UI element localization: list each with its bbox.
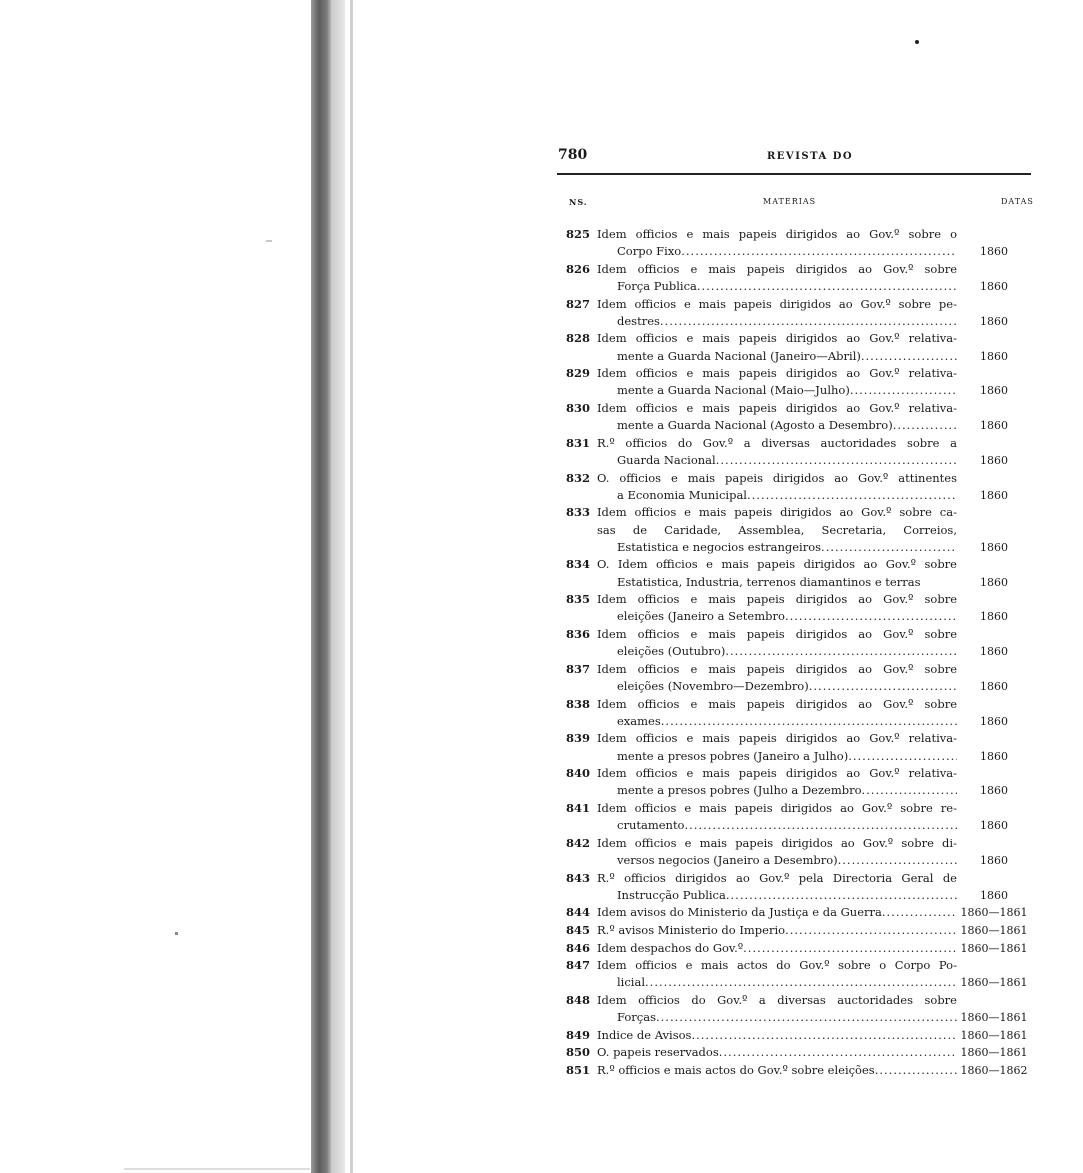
catalog-entry <box>557 261 1031 295</box>
entry-subject-line: sas de Caridade, Assemblea, Secretaria, Correios, <box>597 522 957 537</box>
catalog-entry <box>557 870 1031 904</box>
entry-subject <box>597 835 957 869</box>
entry-subject-line <box>597 539 957 556</box>
entry-subject <box>597 556 957 590</box>
entry-date: 1860 <box>980 714 1008 728</box>
entry-number: 832 <box>566 470 591 485</box>
catalog-entry <box>557 940 1031 957</box>
dot-leader <box>691 1027 957 1044</box>
catalog-entry <box>557 904 1031 921</box>
catalog-entry <box>557 400 1031 434</box>
entry-subject-text: Estatistica e negocios estrangeiros <box>617 539 822 554</box>
entry-subject-line: Idem officios e mais papeis dirigidos ao Gov.º sobre <box>597 626 957 641</box>
entry-date: 1860 <box>980 610 1008 624</box>
entry-subject <box>597 957 957 991</box>
entry-subject-line <box>597 782 957 799</box>
entry-number: 830 <box>566 400 591 415</box>
entry-number: 847 <box>566 958 591 973</box>
entry-date: 1860 <box>980 488 1008 502</box>
entry-subject <box>597 261 957 295</box>
running-title: REVISTA DO <box>767 151 854 162</box>
catalog-entry <box>557 835 1031 869</box>
entry-subject <box>597 400 957 434</box>
dot-leader <box>719 1044 957 1061</box>
entry-subject-text: R.º avisos Ministerio do Imperio <box>597 922 786 937</box>
entry-subject-text: mente a presos pobres (Julho a Dezembro <box>617 783 862 798</box>
entry-subject-line <box>597 643 957 660</box>
entry-date: 1860—1861 <box>960 1046 1028 1060</box>
book-gutter-edge <box>350 0 353 1173</box>
dot-leader <box>747 487 957 504</box>
entry-number: 829 <box>566 366 591 381</box>
entry-subject <box>597 661 957 695</box>
entry-subject-line: Idem officios e mais papeis dirigidos ao Gov.º relativa- <box>597 400 957 415</box>
catalog-entry <box>557 626 1031 660</box>
entry-number: 837 <box>566 661 591 676</box>
entry-number: 827 <box>566 296 591 311</box>
entry-date: 1860 <box>980 280 1008 293</box>
entry-subject <box>597 870 957 904</box>
catalog-entry <box>557 504 1031 556</box>
entry-subject-text: Guarda Nacional <box>617 452 716 467</box>
column-header-dates: DATAS <box>1001 197 1034 206</box>
entry-subject-line <box>597 608 957 625</box>
page-number: 780 <box>558 147 588 163</box>
entry-subject <box>597 365 957 399</box>
entry-date: 1860 <box>980 419 1008 433</box>
dot-leader <box>882 904 957 921</box>
dot-leader <box>697 278 957 295</box>
entry-subject-line: Idem officios e mais papeis dirigidos ao Gov.º sobre <box>597 696 957 711</box>
catalog-entry <box>557 696 1031 730</box>
entry-subject-line <box>597 487 957 504</box>
entry-number: 825 <box>566 227 591 241</box>
dot-leader <box>785 608 957 625</box>
catalog-entry <box>557 800 1031 834</box>
entry-subject <box>597 504 957 556</box>
entry-subject-line: Idem officios e mais papeis dirigidos ao Gov.º sobre di- <box>597 835 957 850</box>
dot-leader <box>850 382 957 399</box>
catalog-entry <box>557 765 1031 799</box>
entry-number: 850 <box>566 1045 591 1060</box>
entry-subject-line: Idem officios e mais papeis dirigidos ao Gov.º sobre ca- <box>597 505 957 520</box>
entry-subject-text: eleições (Outubro) <box>617 644 726 659</box>
entry-subject-line: Idem officios e mais papeis dirigidos ao Gov.º relativa- <box>597 366 957 381</box>
entry-subject-line <box>597 748 957 765</box>
entry-subject-line: Idem officios e mais actos do Gov.º sobre o Corpo Po- <box>597 958 957 973</box>
catalog-entry <box>557 470 1031 504</box>
catalog-entry <box>557 1027 1031 1044</box>
dot-leader <box>893 417 957 434</box>
entry-subject-text: Estatistica, Industria, terrenos diamantinos e terras <box>617 574 921 589</box>
entry-number: 826 <box>566 261 591 276</box>
catalog-entry <box>557 957 1031 991</box>
entry-subject-text: mente a Guarda Nacional (Janeiro—Abril) <box>617 348 861 363</box>
dot-leader <box>875 1062 957 1079</box>
entry-date: 1860 <box>980 784 1008 798</box>
dot-leader <box>726 887 957 904</box>
entry-date: 1860 <box>980 575 1008 589</box>
entry-subject-text: mente a Guarda Nacional (Agosto a Desembro) <box>617 418 893 433</box>
entry-subject <box>597 940 957 957</box>
entry-subject <box>597 435 957 469</box>
entry-subject-line <box>597 974 957 991</box>
entry-subject <box>597 591 957 625</box>
entry-subject-line: R.º officios do Gov.º a diversas auctoridades sobre a <box>597 435 957 450</box>
entry-number: 833 <box>566 505 591 520</box>
entry-number: 843 <box>566 870 591 885</box>
entry-subject <box>597 226 957 260</box>
dot-leader <box>809 678 957 695</box>
entry-number: 851 <box>566 1062 591 1077</box>
entry-subject-text: Forças <box>617 1010 656 1025</box>
entry-subject <box>597 730 957 764</box>
book-gutter-shadow <box>311 0 331 1173</box>
dot-leader <box>862 782 957 799</box>
entry-subject <box>597 1027 957 1044</box>
entry-subject-text: R.º officios e mais actos do Gov.º sobre eleições <box>597 1062 875 1077</box>
entry-date: 1860 <box>980 349 1008 363</box>
entry-subject <box>597 696 957 730</box>
entry-subject <box>597 1044 957 1061</box>
ink-speck <box>915 40 919 44</box>
entry-date: 1860 <box>980 749 1008 763</box>
catalog-entry <box>557 591 1031 625</box>
dot-leader <box>681 243 957 260</box>
entry-date: 1860 <box>980 645 1008 659</box>
column-header-numbers: NS. <box>569 197 588 207</box>
entry-date: 1860—1861 <box>960 1028 1028 1042</box>
entry-date: 1860—1861 <box>960 906 1028 920</box>
entry-number: 835 <box>566 592 591 607</box>
entry-subject-text: eleições (Novembro—Dezembro) <box>617 678 809 693</box>
dot-leader <box>661 713 957 730</box>
entry-subject-line <box>597 940 957 957</box>
entry-subject-line <box>597 1009 957 1026</box>
scan-smudge <box>266 240 272 242</box>
entry-subject-line: Idem officios e mais papeis dirigidos ao Gov.º relativa- <box>597 731 957 746</box>
catalog-entry <box>557 556 1031 590</box>
entry-number: 839 <box>566 731 591 746</box>
entry-subject-text: destres <box>617 313 660 328</box>
entry-subject-line: Idem officios e mais papeis dirigidos ao Gov.º sobre <box>597 261 957 276</box>
entry-subject-line: Idem officios e mais papeis dirigidos ao Gov.º sobre pe- <box>597 296 957 311</box>
page <box>557 146 1034 1077</box>
entry-subject-line: Idem officios do Gov.º a diversas auctoridades sobre <box>597 992 957 1007</box>
catalog-entry <box>557 1062 1031 1079</box>
catalog-entry <box>557 296 1031 330</box>
entry-date: 1860 <box>980 819 1008 833</box>
entry-subject-text: versos negocios (Janeiro a Desembro) <box>617 852 838 867</box>
dot-leader <box>725 643 957 660</box>
entry-date: 1860 <box>980 384 1008 398</box>
catalog-entry <box>557 226 1031 260</box>
entry-subject <box>597 800 957 834</box>
entry-number: 838 <box>566 696 591 711</box>
entry-subject-line <box>597 713 957 730</box>
entry-subject-line <box>597 678 957 695</box>
entry-subject-line <box>597 1062 957 1079</box>
entry-number: 845 <box>566 922 591 937</box>
entry-number: 834 <box>566 557 591 572</box>
entry-subject-text: Idem avisos do Ministerio da Justiça e da Guerra <box>597 905 882 920</box>
entry-subject <box>597 1062 957 1079</box>
catalog-entry <box>557 922 1031 939</box>
entry-subject <box>597 330 957 364</box>
book-gutter-highlight <box>331 0 345 1173</box>
dot-leader <box>645 974 957 991</box>
page-header <box>557 146 1031 170</box>
entry-date: 1860 <box>980 453 1008 467</box>
entry-subject-text: a Economia Municipal <box>617 487 747 502</box>
header-rule <box>557 173 1031 175</box>
dot-leader <box>838 852 957 869</box>
entry-date: 1860 <box>980 853 1008 867</box>
entry-date: 1860—1861 <box>960 941 1028 955</box>
catalog-entry <box>557 435 1031 469</box>
entry-date: 1860 <box>980 888 1008 902</box>
entry-subject-line: Idem officios e mais papeis dirigidos ao Gov.º sobre re- <box>597 800 957 815</box>
entry-subject <box>597 765 957 799</box>
entry-subject-text: Força Publica <box>617 279 697 293</box>
entry-subject-line: O. Idem officios e mais papeis dirigidos ao Gov.º sobre <box>597 557 957 572</box>
entry-date: 1860 <box>980 540 1008 554</box>
entry-subject <box>597 470 957 504</box>
entry-subject-text: Idem despachos do Gov.º <box>597 940 744 955</box>
dot-leader <box>821 539 957 556</box>
entry-subject-line <box>597 382 957 399</box>
entry-number: 836 <box>566 626 591 641</box>
entry-date: 1860—1861 <box>960 976 1028 990</box>
entry-number: 846 <box>566 940 591 955</box>
entry-date: 1860 <box>980 245 1008 259</box>
entry-subject-text: Instrucção Publica <box>617 887 726 902</box>
dot-leader <box>848 748 957 765</box>
catalog-entries <box>557 226 1031 1080</box>
entry-subject-line <box>597 817 957 834</box>
dot-leader <box>660 313 957 330</box>
entry-subject-line <box>597 348 957 365</box>
entry-number: 831 <box>566 435 591 450</box>
entry-number: 842 <box>566 835 591 850</box>
entry-subject-text: exames <box>617 713 661 728</box>
entry-subject-line <box>597 452 957 469</box>
entry-subject <box>597 626 957 660</box>
entry-number: 828 <box>566 331 591 346</box>
entry-subject-text: Indice de Avisos <box>597 1027 692 1042</box>
entry-subject-line: Idem officios e mais papeis dirigidos ao Gov.º sobre o <box>597 227 957 241</box>
entry-subject-text: licial <box>617 975 646 990</box>
entry-subject-line <box>597 1044 957 1061</box>
entry-date: 1860 <box>980 679 1008 693</box>
entry-subject-line: O. officios e mais papeis dirigidos ao Gov.º attinentes <box>597 470 957 485</box>
entry-number: 840 <box>566 766 591 781</box>
entry-date: 1860—1861 <box>960 923 1028 937</box>
entry-subject <box>597 904 957 921</box>
entry-number: 848 <box>566 992 591 1007</box>
entry-subject-line <box>597 904 957 921</box>
catalog-entry <box>557 730 1031 764</box>
entry-subject-line <box>597 922 957 939</box>
entry-subject <box>597 922 957 939</box>
entry-subject-line: R.º officios dirigidos ao Gov.º pela Directoria Geral de <box>597 870 957 885</box>
scan-smudge <box>175 932 178 935</box>
entry-number: 849 <box>566 1027 591 1042</box>
entry-number: 844 <box>566 905 591 920</box>
entry-subject-line: Idem officios e mais papeis dirigidos ao Gov.º relativa- <box>597 766 957 781</box>
entry-subject-line <box>597 313 957 330</box>
entry-subject-line <box>597 852 957 869</box>
entry-subject-text: mente a presos pobres (Janeiro a Julho) <box>617 748 849 763</box>
column-header-subjects: MATERIAS <box>763 197 817 206</box>
dot-leader <box>861 348 957 365</box>
entry-subject-line <box>597 278 957 295</box>
dot-leader <box>743 940 957 957</box>
entry-date: 1860—1862 <box>960 1063 1028 1077</box>
catalog-entry <box>557 330 1031 364</box>
entry-subject-line <box>597 417 957 434</box>
entry-date: 1860 <box>980 314 1008 328</box>
catalog-entry <box>557 992 1031 1026</box>
dot-leader <box>716 452 957 469</box>
catalog-entry <box>557 1044 1031 1061</box>
entry-subject <box>597 296 957 330</box>
entry-subject-text: eleições (Janeiro a Setembro <box>617 609 785 624</box>
entry-subject-line: Idem officios e mais papeis dirigidos ao Gov.º relativa- <box>597 331 957 346</box>
entry-date: 1860—1861 <box>960 1011 1028 1025</box>
entry-subject-text: mente a Guarda Nacional (Maio—Julho) <box>617 383 850 398</box>
entry-subject-text: Corpo Fixo <box>617 244 682 259</box>
entry-subject-line: Idem officios e mais papeis dirigidos ao Gov.º sobre <box>597 661 957 676</box>
entry-subject-text: crutamento <box>617 818 685 833</box>
dot-leader <box>656 1009 957 1026</box>
entry-number: 841 <box>566 800 591 815</box>
entry-subject-line <box>597 574 957 591</box>
entry-subject-line <box>597 887 957 904</box>
dot-leader <box>684 817 957 834</box>
catalog-entry <box>557 661 1031 695</box>
catalog-entry <box>557 365 1031 399</box>
entry-subject <box>597 992 957 1026</box>
entry-subject-text: O. papeis reservados <box>597 1045 719 1060</box>
entry-subject-line: Idem officios e mais papeis dirigidos ao Gov.º sobre <box>597 592 957 607</box>
scan-smudge <box>124 1168 310 1170</box>
entry-subject-line <box>597 1027 957 1044</box>
entry-subject-line <box>597 243 957 260</box>
dot-leader <box>785 922 957 939</box>
